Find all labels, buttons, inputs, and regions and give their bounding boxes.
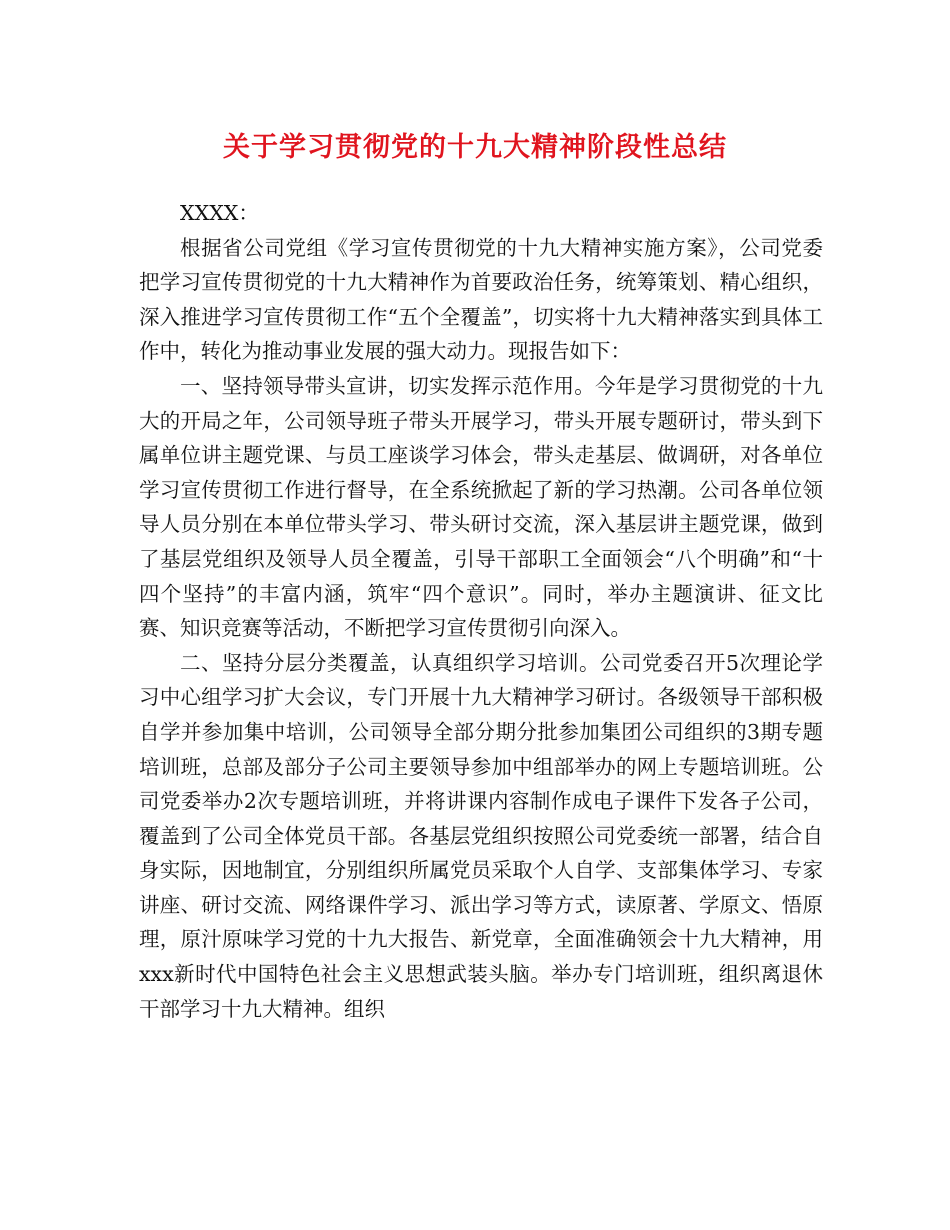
- paragraph-section-1: 一、坚持领导带头宣讲，切实发挥示范作用。今年是学习贯彻党的十九大的开局之年，公司领导班子带头开展学习，带头开展专题研讨，带头到下属单位讲主题党课、与员工座谈学习体会，带头走基层、做调研，对各单位学习宣传贯彻工作进行督导，在全系统掀起了新的学习热潮。公司各单位领导人员分别在本单位带头学习、带头研讨交流，深入基层讲主题党课，做到了基层党组织及领导人员全覆盖，引导干部职工全面领会“八个明确”和“十四个坚持”的丰富内涵，筑牢“四个意识”。同时，举办主题演讲、征文比赛、知识竞赛等活动，不断把学习宣传贯彻引向深入。: [139, 373, 823, 641]
- document-title: 关于学习贯彻党的十九大精神阶段性总结: [223, 132, 727, 163]
- paragraph-section-2: 二、坚持分层分类覆盖，认真组织学习培训。公司党委召开5次理论学习中心组学习扩大会议，专门开展十九大精神学习研讨。各级领导干部积极自学并参加集中培训，公司领导全部分期分批参加集团公司组织的3期专题培训班，总部及部分子公司主要领导参加中组部举办的网上专题培训班。公司党委举办2次专题培训班，并将讲课内容制作成电子课件下发各子公司，覆盖到了公司全体党员干部。各基层党组织按照公司党委统一部署，结合自身实际，因地制宜，分别组织所属党员采取个人自学、支部集体学习、专家讲座、研讨交流、网络课件学习、派出学习等方式，读原著、学原文、悟原理，原汁原味学习党的十九大报告、新党章，全面准确领会十九大精神，用xxx新时代中国特色社会主义思想武装头脑。举办专门培训班，组织离退休干部学习十九大精神。组织: [139, 650, 823, 1021]
- document-body: [139, 196, 823, 1026]
- salutation: XXXX：: [180, 201, 259, 225]
- paragraph-intro: 根据省公司党组《学习宣传贯彻党的十九大精神实施方案》，公司党委把学习宣传贯彻党的十九大精神作为首要政治任务，统筹策划、精心组织，深入推进学习宣传贯彻工作“五个全覆盖”，切实将十九大精神落实到具体工作中，转化为推动事业发展的强大动力。现报告如下：: [139, 235, 823, 364]
